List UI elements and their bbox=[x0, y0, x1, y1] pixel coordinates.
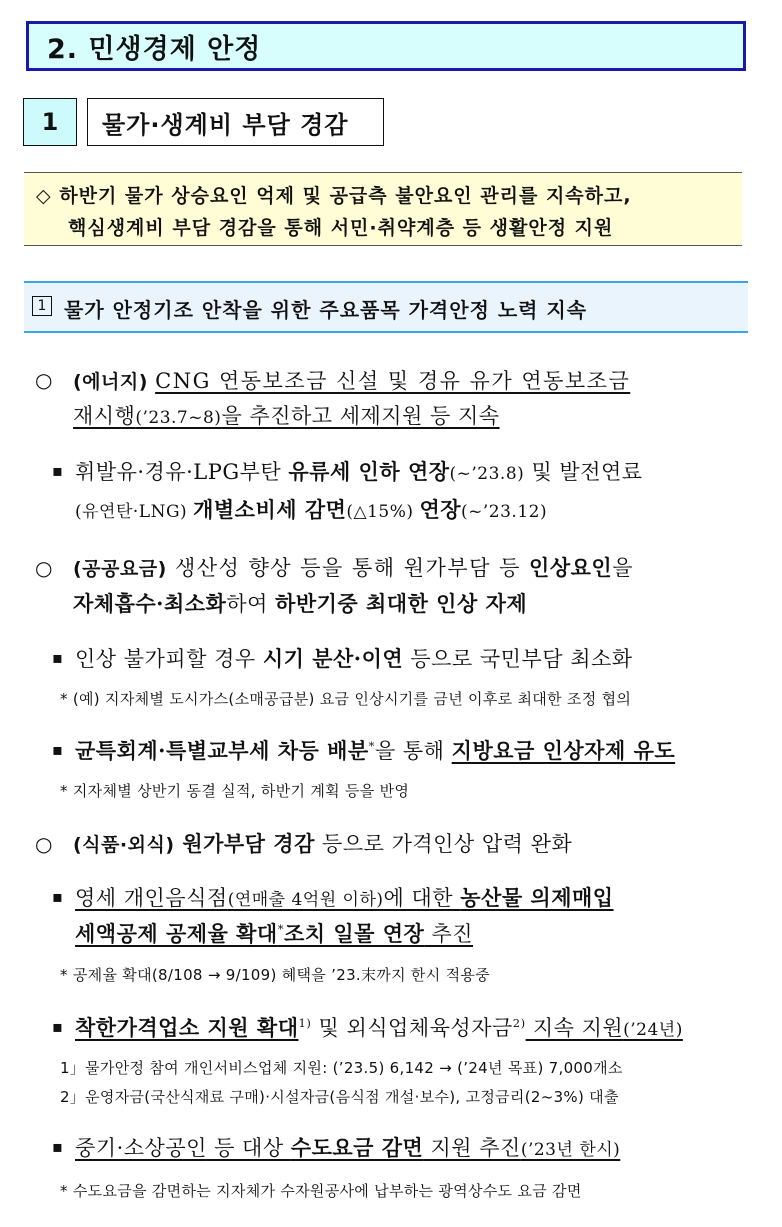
utility-line-1: (공공요금) 생산성 향상 등을 통해 원가부담 등 인상요인을 bbox=[73, 555, 633, 580]
summary-line-1: ◇ 하반기 물가 상승요인 억제 및 공급측 불안요인 관리를 지속하고, bbox=[36, 185, 632, 207]
circle-bullet-icon: ○ bbox=[35, 368, 53, 392]
energy-sub-line-1: 휘발유·경유·LPG부탄 유류세 인하 연장(~’23.8) 및 발전연료 bbox=[75, 459, 643, 484]
food-note-3: 2」운영자금(국산식재료 구매)·시설자금(음식점 개설·보수), 고정금리(2~3%) 대출 bbox=[60, 1088, 619, 1106]
energy-line-1: (에너지) CNG 연동보조금 신설 및 경유 유가 연동보조금 bbox=[73, 369, 631, 393]
energy-label: (에너지) bbox=[73, 371, 148, 393]
square-bullet-icon: ▪ bbox=[52, 887, 63, 906]
square-bullet-icon: ▪ bbox=[52, 740, 63, 759]
food-sub2-line: 착한가격업소 지원 확대$^{1)}$ 및 외식업체육성자금$^{2)}$ 지속 지원(’24년) bbox=[75, 1015, 683, 1040]
food-note-2: 1」물가안정 참여 개인서비스업체 지원: (’23.5) 6,142 → (’24년 목표) 7,000개소 bbox=[60, 1059, 623, 1077]
section-number-box: 1 bbox=[23, 98, 77, 146]
square-bullet-icon: ▪ bbox=[52, 1017, 63, 1036]
chapter-header bbox=[26, 21, 746, 71]
section-title-box bbox=[87, 98, 384, 146]
diamond-bullet-icon: ◇ bbox=[36, 185, 52, 207]
food-sub1-line-2: 세액공제 공제율 확대*조치 일몰 연장 추진 bbox=[75, 921, 474, 946]
utility-note-1: * (예) 지자체별 도시가스(소매공급분) 요금 인상시기를 금년 이후로 최대한 조정 협의 bbox=[60, 690, 632, 708]
chapter-title: 2. 민생경제 안정 bbox=[47, 33, 262, 65]
circle-bullet-icon: ○ bbox=[35, 832, 53, 856]
utility-sub-line-1: 인상 불가피할 경우 시기 분산·이연 등으로 국민부담 최소화 bbox=[75, 646, 633, 671]
utility-note-2: * 지자체별 상반기 동결 실적, 하반기 계획 등을 반영 bbox=[60, 782, 410, 800]
food-line-1: (식품·외식) 원가부담 경감 등으로 가격인상 압력 완화 bbox=[73, 831, 573, 856]
energy-sub-line-2: (유연탄·LNG) 개별소비세 감면(△15%) 연장(~’23.12) bbox=[75, 497, 548, 522]
utility-line-2: 자체흡수·최소화하여 하반기중 최대한 인상 자제 bbox=[73, 591, 528, 616]
food-note-1: * 공제율 확대(8/108 → 9/109) 혜택을 ’23.末까지 한시 적용중 bbox=[60, 966, 490, 984]
food-note-4: * 수도요금을 감면하는 지자체가 수자원공사에 납부하는 광역상수도 요금 감면 bbox=[60, 1182, 582, 1200]
energy-line-2: 재시행(’23.7~8)을 추진하고 세제지원 등 지속 bbox=[73, 404, 500, 428]
food-sub1-line-1: 영세 개인음식점(연매출 4억원 이하)에 대한 농산물 의제매입 bbox=[75, 885, 614, 910]
square-bullet-icon: ▪ bbox=[52, 648, 63, 667]
utility-sub-line-2: 균특회계·특별교부세 차등 배분*을 통해 지방요금 인상자제 유도 bbox=[75, 738, 676, 763]
square-bullet-icon: ▪ bbox=[52, 461, 63, 480]
square-bullet-icon: ▪ bbox=[52, 1137, 63, 1156]
subsection-number-box: 1 bbox=[32, 296, 52, 316]
subsection-header bbox=[24, 281, 748, 333]
subsection-title: 물가 안정기조 안착을 위한 주요품목 가격안정 노력 지속 bbox=[64, 298, 588, 322]
section-title: 물가·생계비 부담 경감 bbox=[102, 110, 349, 139]
food-sub3-line: 중기·소상공인 등 대상 수도요금 감면 지원 추진(’23년 한시) bbox=[75, 1135, 621, 1160]
summary-box bbox=[24, 172, 742, 246]
summary-line-2: 핵심생계비 부담 경감을 통해 서민·취약계층 등 생활안정 지원 bbox=[68, 217, 614, 239]
circle-bullet-icon: ○ bbox=[35, 556, 53, 580]
